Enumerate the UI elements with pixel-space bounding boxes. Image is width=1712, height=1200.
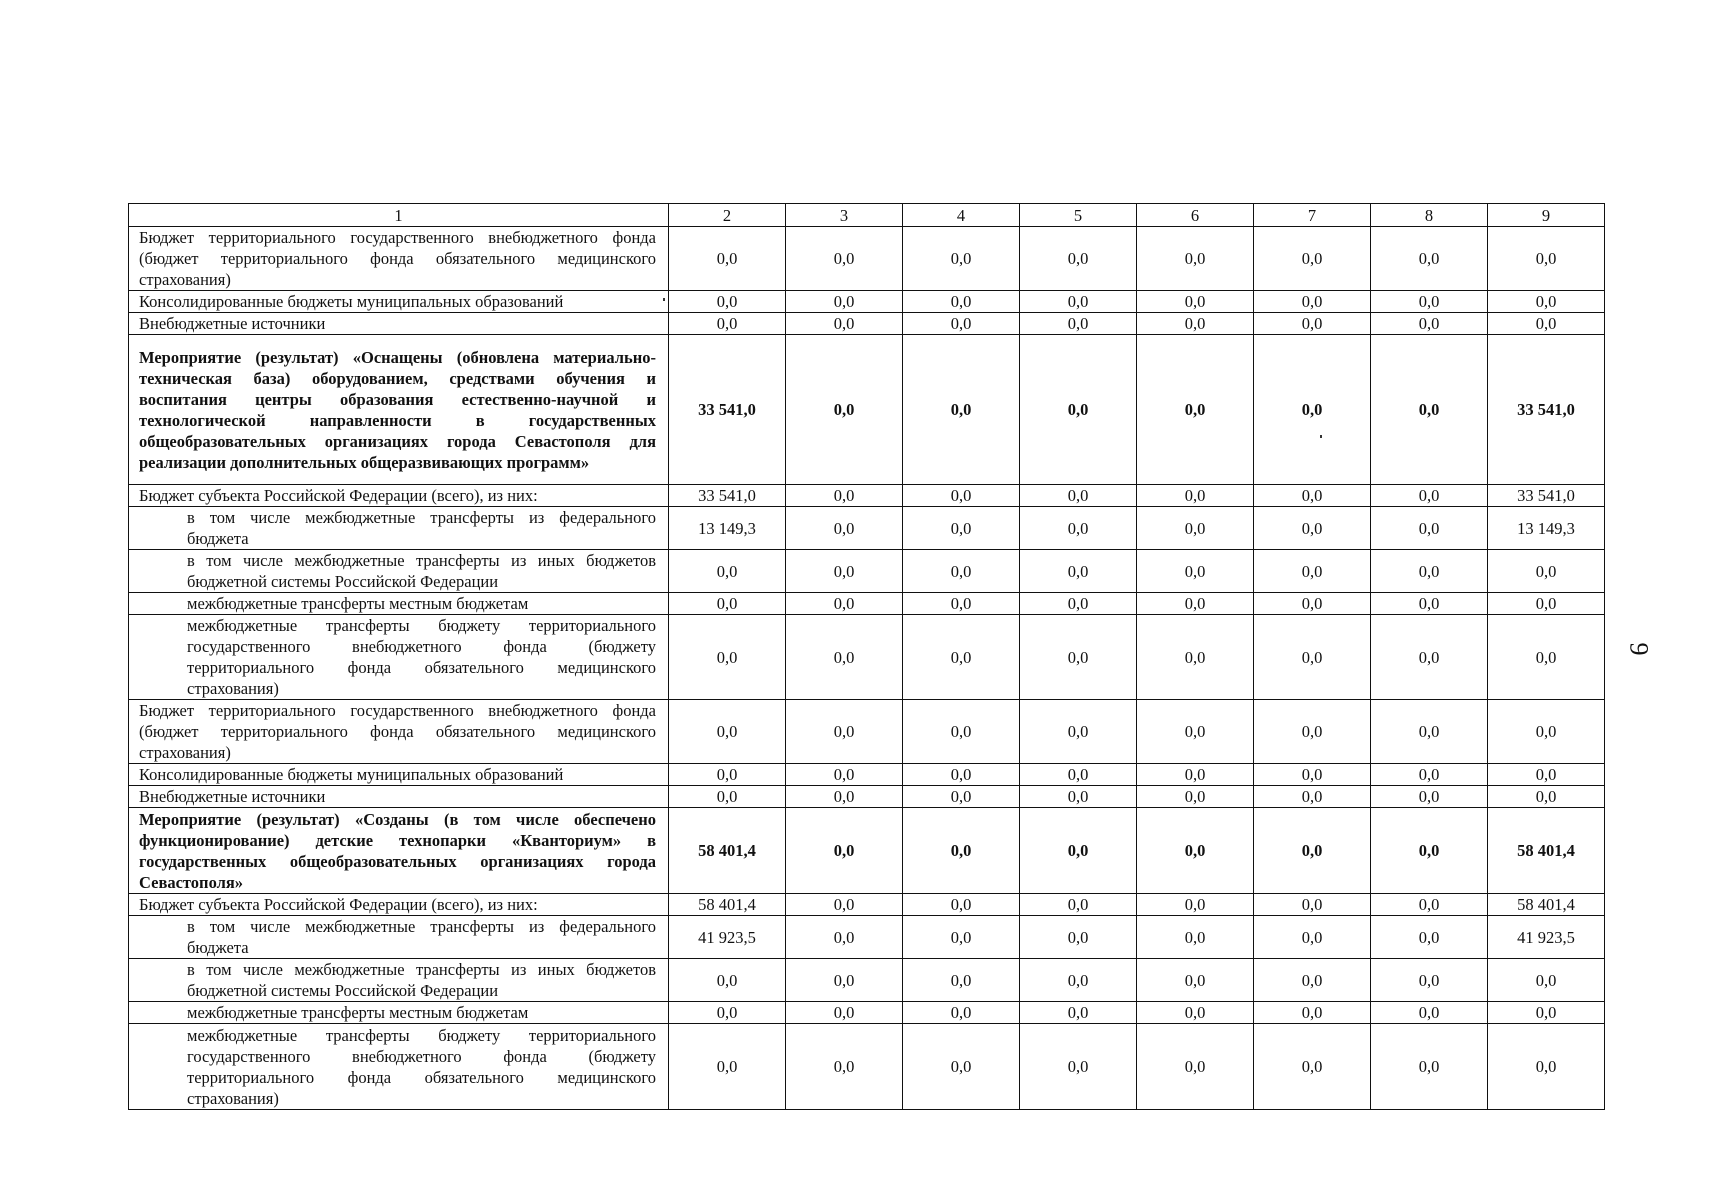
table-cell: 0,0	[786, 507, 903, 550]
table-cell: 0,0	[786, 1002, 903, 1024]
table-row	[129, 550, 1605, 593]
row-label: Бюджет территориального государственного внебюджетного фонда (бюджет территориального фонда обязательного медицинского страхования)	[129, 227, 669, 291]
table-row	[129, 916, 1605, 959]
table-cell: 0,0	[669, 959, 786, 1002]
column-header: 5	[1020, 204, 1137, 227]
table-cell: 0,0	[1488, 313, 1605, 335]
table-row	[129, 507, 1605, 550]
table-cell: 0,0	[1020, 894, 1137, 916]
table-cell: 0,0	[669, 313, 786, 335]
table-cell: 0,0	[903, 959, 1020, 1002]
table-cell: 33 541,0	[1488, 335, 1605, 485]
table-cell: 0,0	[1020, 808, 1137, 894]
table-cell: 0,0	[1020, 1024, 1137, 1110]
column-header: 2	[669, 204, 786, 227]
table-cell: 0,0	[669, 1024, 786, 1110]
table-cell: 0,0	[1020, 1002, 1137, 1024]
table-row	[129, 615, 1605, 700]
table-cell: 0,0	[669, 291, 786, 313]
table-row	[129, 227, 1605, 291]
table-cell: 0,0	[1020, 291, 1137, 313]
table-cell: 0,0	[1137, 959, 1254, 1002]
table-cell: 0,0	[903, 764, 1020, 786]
table-cell: 0,0	[1371, 507, 1488, 550]
table-cell: 41 923,5	[1488, 916, 1605, 959]
table-cell: 0,0	[1371, 593, 1488, 615]
row-label: Консолидированные бюджеты муниципальных образований	[129, 764, 669, 786]
table-cell: 0,0	[1137, 700, 1254, 764]
table-cell: 0,0	[1488, 615, 1605, 700]
page-number: 9	[1624, 642, 1654, 656]
row-label: межбюджетные трансферты местным бюджетам	[129, 593, 669, 615]
table-cell: 0,0	[669, 1002, 786, 1024]
table-row	[129, 485, 1605, 507]
table-cell: 0,0	[786, 335, 903, 485]
header-row	[129, 204, 1605, 227]
table-cell: 0,0	[903, 227, 1020, 291]
column-header: 1	[129, 204, 669, 227]
row-label: в том числе межбюджетные трансферты из иных бюджетов бюджетной системы Российской Федерации	[129, 959, 669, 1002]
table-row	[129, 700, 1605, 764]
table-cell: 0,0	[786, 916, 903, 959]
table-cell: 0,0	[1371, 550, 1488, 593]
table-cell: 0,0	[1254, 959, 1371, 1002]
table-cell: 0,0	[1488, 700, 1605, 764]
table-cell: 0,0	[903, 808, 1020, 894]
table-cell: 0,0	[786, 959, 903, 1002]
table-cell: 0,0	[1137, 507, 1254, 550]
table-cell: 0,0	[786, 700, 903, 764]
table-cell: 0,0	[1488, 227, 1605, 291]
table-cell: 0,0	[1137, 808, 1254, 894]
table-cell: 0,0	[1371, 700, 1488, 764]
table-cell: 0,0	[1020, 550, 1137, 593]
table-cell: 0,0	[1254, 335, 1371, 485]
table-cell: 0,0	[1020, 786, 1137, 808]
table-cell: 0,0	[1020, 764, 1137, 786]
table-cell: 0,0	[1254, 227, 1371, 291]
table-cell: 0,0	[1254, 1024, 1371, 1110]
table-cell: 33 541,0	[669, 485, 786, 507]
scan-speck	[1320, 435, 1322, 438]
table-cell: 0,0	[669, 786, 786, 808]
table-row	[129, 1002, 1605, 1024]
table-cell: 0,0	[1254, 700, 1371, 764]
row-label: Мероприятие (результат) «Оснащены (обновлена материально-техническая база) оборудованием, средствами обучения и воспитания центры образования естественно-научной и технологической направленности в государственных общеобразовательных организациях города Севастополя для реализации дополнительных общеразвивающих программ»	[129, 335, 669, 485]
table-cell: 0,0	[1371, 764, 1488, 786]
table-cell: 0,0	[1488, 959, 1605, 1002]
column-header: 9	[1488, 204, 1605, 227]
table-cell: 0,0	[1254, 1002, 1371, 1024]
table-cell: 0,0	[669, 227, 786, 291]
table-row	[129, 313, 1605, 335]
row-label: в том числе межбюджетные трансферты из федерального бюджета	[129, 916, 669, 959]
table-row	[129, 291, 1605, 313]
table-cell: 0,0	[1371, 335, 1488, 485]
row-label: Внебюджетные источники	[129, 313, 669, 335]
table-cell: 0,0	[1371, 808, 1488, 894]
table-row	[129, 1024, 1605, 1110]
table-cell: 0,0	[1020, 485, 1137, 507]
table-cell: 0,0	[1371, 615, 1488, 700]
table-cell: 0,0	[1488, 786, 1605, 808]
row-label: межбюджетные трансферты бюджету территориального государственного внебюджетного фонда (бюджету территориального фонда обязательного медицинского страхования)	[129, 615, 669, 700]
table-cell: 0,0	[903, 786, 1020, 808]
table-row	[129, 593, 1605, 615]
table-cell: 0,0	[1254, 313, 1371, 335]
table-cell: 0,0	[1020, 593, 1137, 615]
table-cell: 0,0	[1137, 916, 1254, 959]
table-cell: 0,0	[1254, 764, 1371, 786]
column-header: 6	[1137, 204, 1254, 227]
table-cell: 0,0	[903, 916, 1020, 959]
table-cell: 0,0	[1137, 485, 1254, 507]
table-cell: 0,0	[1137, 291, 1254, 313]
table-cell: 0,0	[1137, 894, 1254, 916]
table-cell: 0,0	[903, 615, 1020, 700]
table-cell: 0,0	[1137, 1002, 1254, 1024]
table-cell: 0,0	[1020, 615, 1137, 700]
table-cell: 0,0	[786, 808, 903, 894]
table-cell: 0,0	[903, 593, 1020, 615]
table-row	[129, 335, 1605, 485]
table-cell: 0,0	[1137, 786, 1254, 808]
table-cell: 0,0	[786, 485, 903, 507]
table-cell: 0,0	[903, 291, 1020, 313]
row-label: Бюджет территориального государственного внебюджетного фонда (бюджет территориального фонда обязательного медицинского страхования)	[129, 700, 669, 764]
table-row	[129, 959, 1605, 1002]
table-cell: 0,0	[786, 313, 903, 335]
table-cell: 0,0	[1020, 959, 1137, 1002]
column-header: 4	[903, 204, 1020, 227]
table-cell: 0,0	[1137, 313, 1254, 335]
table-cell: 0,0	[669, 615, 786, 700]
row-label: Консолидированные бюджеты муниципальных образований	[129, 291, 669, 313]
table-cell: 0,0	[1371, 227, 1488, 291]
table-row	[129, 894, 1605, 916]
table-cell: 0,0	[1020, 227, 1137, 291]
table-cell: 0,0	[1371, 313, 1488, 335]
table-cell: 0,0	[1137, 335, 1254, 485]
table-cell: 0,0	[669, 700, 786, 764]
row-label: Бюджет субъекта Российской Федерации (всего), из них:	[129, 485, 669, 507]
table-cell: 0,0	[1371, 291, 1488, 313]
table-cell: 0,0	[669, 764, 786, 786]
table-cell: 0,0	[1137, 550, 1254, 593]
scan-speck	[663, 298, 665, 301]
table-cell: 58 401,4	[669, 894, 786, 916]
column-header: 7	[1254, 204, 1371, 227]
table-cell: 0,0	[1254, 786, 1371, 808]
table-cell: 0,0	[903, 313, 1020, 335]
table-cell: 0,0	[1371, 916, 1488, 959]
table-cell: 0,0	[786, 227, 903, 291]
table-cell: 0,0	[1020, 313, 1137, 335]
table-cell: 0,0	[1254, 916, 1371, 959]
table-cell: 0,0	[669, 550, 786, 593]
row-label: в том числе межбюджетные трансферты из федерального бюджета	[129, 507, 669, 550]
table-cell: 0,0	[1254, 291, 1371, 313]
table-cell: 0,0	[1488, 291, 1605, 313]
table-cell: 0,0	[1020, 335, 1137, 485]
row-label: межбюджетные трансферты местным бюджетам	[129, 1002, 669, 1024]
table-cell: 0,0	[1254, 808, 1371, 894]
table-cell: 0,0	[1020, 916, 1137, 959]
table-cell: 33 541,0	[669, 335, 786, 485]
table-row	[129, 786, 1605, 808]
row-label: Бюджет субъекта Российской Федерации (всего), из них:	[129, 894, 669, 916]
table-cell: 0,0	[1488, 1002, 1605, 1024]
table-cell: 0,0	[786, 894, 903, 916]
row-label: межбюджетные трансферты бюджету территориального государственного внебюджетного фонда (бюджету территориального фонда обязательного медицинского страхования)	[129, 1024, 669, 1110]
table-cell: 0,0	[1254, 507, 1371, 550]
table-cell: 41 923,5	[669, 916, 786, 959]
table-cell: 0,0	[1488, 1024, 1605, 1110]
table-cell: 0,0	[903, 507, 1020, 550]
table-cell: 0,0	[903, 550, 1020, 593]
table-cell: 0,0	[786, 615, 903, 700]
table-cell: 0,0	[1137, 1024, 1254, 1110]
table-cell: 13 149,3	[1488, 507, 1605, 550]
table-cell: 0,0	[1371, 786, 1488, 808]
table-cell: 0,0	[1488, 550, 1605, 593]
table-cell: 0,0	[1137, 593, 1254, 615]
table-cell: 0,0	[786, 550, 903, 593]
table-cell: 0,0	[1371, 1002, 1488, 1024]
table-cell: 0,0	[903, 1024, 1020, 1110]
table-cell: 0,0	[1254, 550, 1371, 593]
table-cell: 0,0	[1371, 485, 1488, 507]
table-cell: 0,0	[1020, 700, 1137, 764]
table-cell: 0,0	[903, 335, 1020, 485]
table-cell: 0,0	[669, 593, 786, 615]
table-cell: 0,0	[1137, 764, 1254, 786]
table-cell: 0,0	[1371, 894, 1488, 916]
table-cell: 0,0	[1020, 507, 1137, 550]
table-cell: 0,0	[786, 764, 903, 786]
table-cell: 0,0	[903, 485, 1020, 507]
table-cell: 0,0	[1488, 593, 1605, 615]
table-cell: 33 541,0	[1488, 485, 1605, 507]
table-cell: 0,0	[1254, 894, 1371, 916]
row-label: в том числе межбюджетные трансферты из иных бюджетов бюджетной системы Российской Федерации	[129, 550, 669, 593]
table-row	[129, 808, 1605, 894]
row-label: Внебюджетные источники	[129, 786, 669, 808]
table-cell: 0,0	[786, 593, 903, 615]
table-cell: 0,0	[1137, 615, 1254, 700]
table-cell: 58 401,4	[1488, 894, 1605, 916]
table-cell: 58 401,4	[1488, 808, 1605, 894]
table-cell: 0,0	[786, 786, 903, 808]
table-cell: 0,0	[1488, 764, 1605, 786]
budget-table	[128, 203, 1605, 1110]
row-label: Мероприятие (результат) «Созданы (в том числе обеспечено функционирование) детские технопарки «Кванториум» в государственных общеобразовательных организациях города Севастополя»	[129, 808, 669, 894]
table-cell: 0,0	[1254, 615, 1371, 700]
column-header: 3	[786, 204, 903, 227]
table-cell: 0,0	[903, 1002, 1020, 1024]
table-cell: 0,0	[1254, 593, 1371, 615]
table-cell: 0,0	[1137, 227, 1254, 291]
table-cell: 0,0	[903, 700, 1020, 764]
column-header: 8	[1371, 204, 1488, 227]
table-cell: 58 401,4	[669, 808, 786, 894]
table-cell: 0,0	[1371, 1024, 1488, 1110]
table-cell: 0,0	[903, 894, 1020, 916]
table-cell: 0,0	[786, 1024, 903, 1110]
table-row	[129, 764, 1605, 786]
table-cell: 0,0	[786, 291, 903, 313]
table-cell: 0,0	[1371, 959, 1488, 1002]
table-cell: 0,0	[1254, 485, 1371, 507]
table-cell: 13 149,3	[669, 507, 786, 550]
